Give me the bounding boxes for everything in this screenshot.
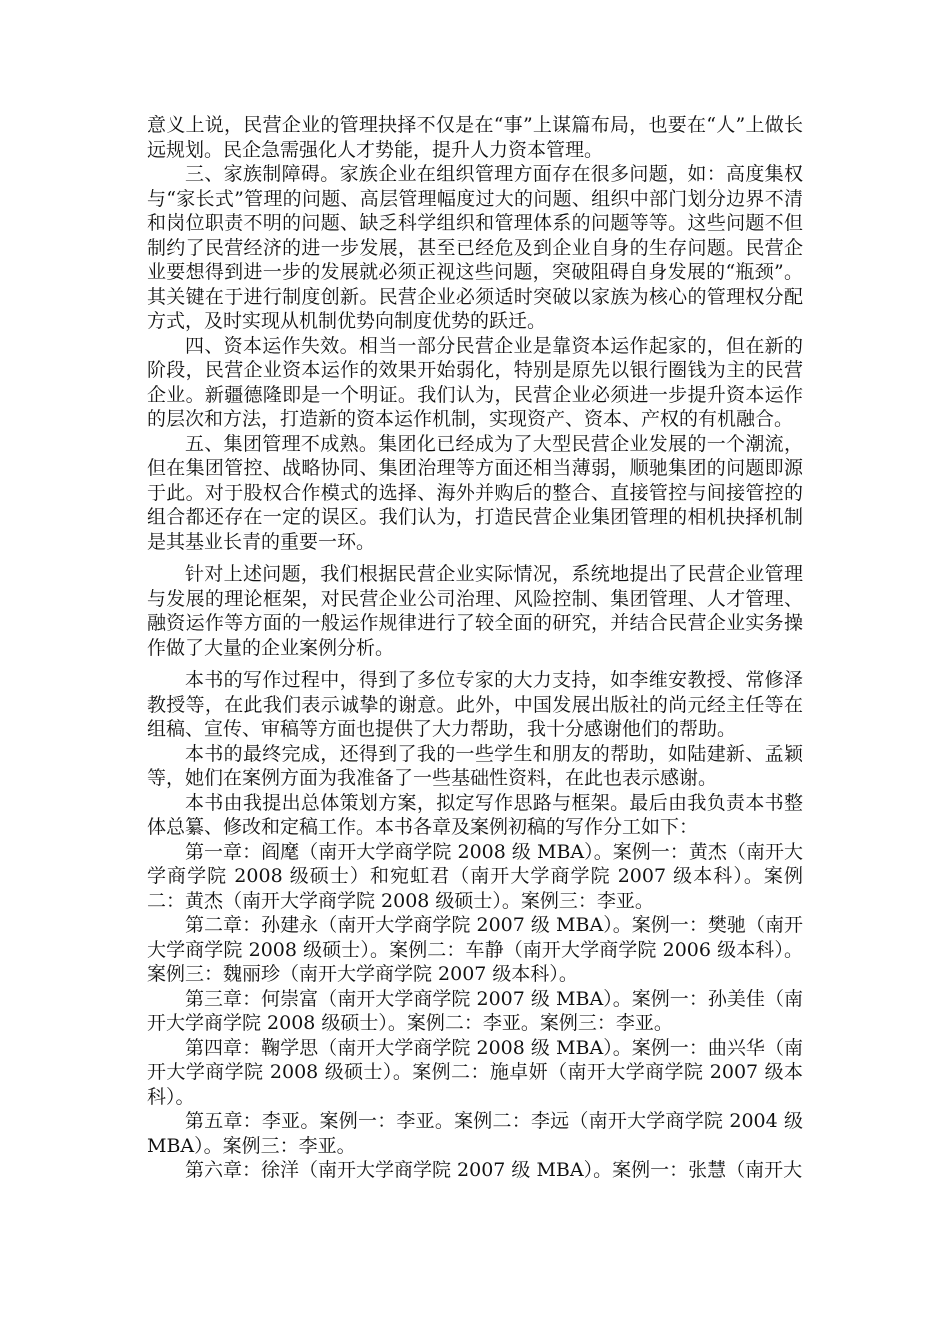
document-body [147, 113, 803, 1183]
paragraph-framework: 针对上述问题，我们根据民营企业实际情况，系统地提出了民营企业管理与发展的理论框架，对民营企业公司治理、风险控制、集团管理、人才管理、融资运作等方面的一般运作规律进行了较全面的研究，并结合民营企业实务操作做了大量的企业案例分析。 [147, 563, 803, 659]
paragraph-chapter-2: 第二章：孙建永（南开大学商学院 2007 级 MBA）。案例一：樊驰（南开大学商学院 2008 级硕士）。案例二：车静（南开大学商学院 2006 级本科）。案例三：魏丽珍（南开大学商学院 2007 级本科）。 [147, 914, 803, 985]
paragraph-group-management: 五、集团管理不成熟。集团化已经成为了大型民营企业发展的一个潮流，但在集团管控、战略协同、集团治理等方面还相当薄弱，顺驰集团的问题即源于此。对于股权合作模式的选择、海外并购后的整合、直接管控与间接管控的组合都还存在一定的误区。我们认为，打造民营企业集团管理的相机抉择机制是其基业长青的重要一环。 [147, 432, 803, 553]
paragraph-chapter-5: 第五章：李亚。案例一：李亚。案例二：李远（南开大学商学院 2004 级 MBA）。案例三：李亚。 [147, 1110, 803, 1157]
paragraph-chapter-3: 第三章：何崇富（南开大学商学院 2007 级 MBA）。案例一：孙美佳（南开大学商学院 2008 级硕士）。案例二：李亚。案例三：李亚。 [147, 987, 803, 1034]
paragraph-capital-operation: 四、资本运作失效。相当一部分民营企业是靠资本运作起家的，但在新的阶段，民营企业资本运作的效果开始弱化，特别是原先以银行圈钱为主的民营企业。新疆德隆即是一个明证。我们认为，民营企业必须进一步提升资本运作的层次和方法，打造新的资本运作机制，实现资产、资本、产权的有机融合。 [147, 334, 803, 430]
paragraph-continuation: 意义上说，民营企业的管理抉择不仅是在“事”上谋篇布局，也要在“人”上做长远规划。民企急需强化人才势能，提升人力资本管理。 [147, 114, 803, 161]
paragraph-division-of-work: 本书由我提出总体策划方案，拟定写作思路与框架。最后由我负责本书整体总纂、修改和定稿工作。本书各章及案例初稿的写作分工如下： [147, 791, 803, 838]
paragraph-chapter-6: 第六章：徐洋（南开大学商学院 2007 级 MBA）。案例一：张慧（南开大 [185, 1159, 803, 1181]
paragraph-acknowledgement-experts: 本书的写作过程中，得到了多位专家的大力支持，如李维安教授、常修泽教授等，在此我们表示诚挚的谢意。此外，中国发展出版社的尚元经主任等在组稿、宣传、审稿等方面也提供了大力帮助，我十分感谢他们的帮助。 [147, 669, 803, 740]
paragraph-family-system: 三、家族制障碍。家族企业在组织管理方面存在很多问题，如：高度集权与“家长式”管理的问题、高层管理幅度过大的问题、组织中部门划分边界不清和岗位职责不明的问题、缺乏科学组织和管理体系的问题等等。这些问题不但制约了民营经济的进一步发展，甚至已经危及到企业自身的生存问题。民营企业要想得到进一步的发展就必须正视这些问题，突破阻碍自身发展的“瓶颈”。其关键在于进行制度创新。民营企业必须适时突破以家族为核心的管理权分配方式，及时实现从机制优势向制度优势的跃迁。 [147, 163, 803, 332]
paragraph-chapter-4: 第四章：鞠学思（南开大学商学院 2008 级 MBA）。案例一：曲兴华（南开大学商学院 2008 级硕士）。案例二：施卓妍（南开大学商学院 2007 级本科）。 [147, 1036, 803, 1108]
paragraph-chapter-1: 第一章：阎麾（南开大学商学院 2008 级 MBA）。案例一：黄杰（南开大学商学院 2008 级硕士）和宛虹君（南开大学商学院 2007 级本科）。案例二：黄杰（南开大学商学院 2008 级硕士）。案例三：李亚。 [147, 840, 803, 912]
paragraph-acknowledgement-students: 本书的最终完成，还得到了我的一些学生和朋友的帮助，如陆建新、孟颖等，她们在案例方面为我准备了一些基础性资料，在此也表示感谢。 [147, 742, 803, 789]
